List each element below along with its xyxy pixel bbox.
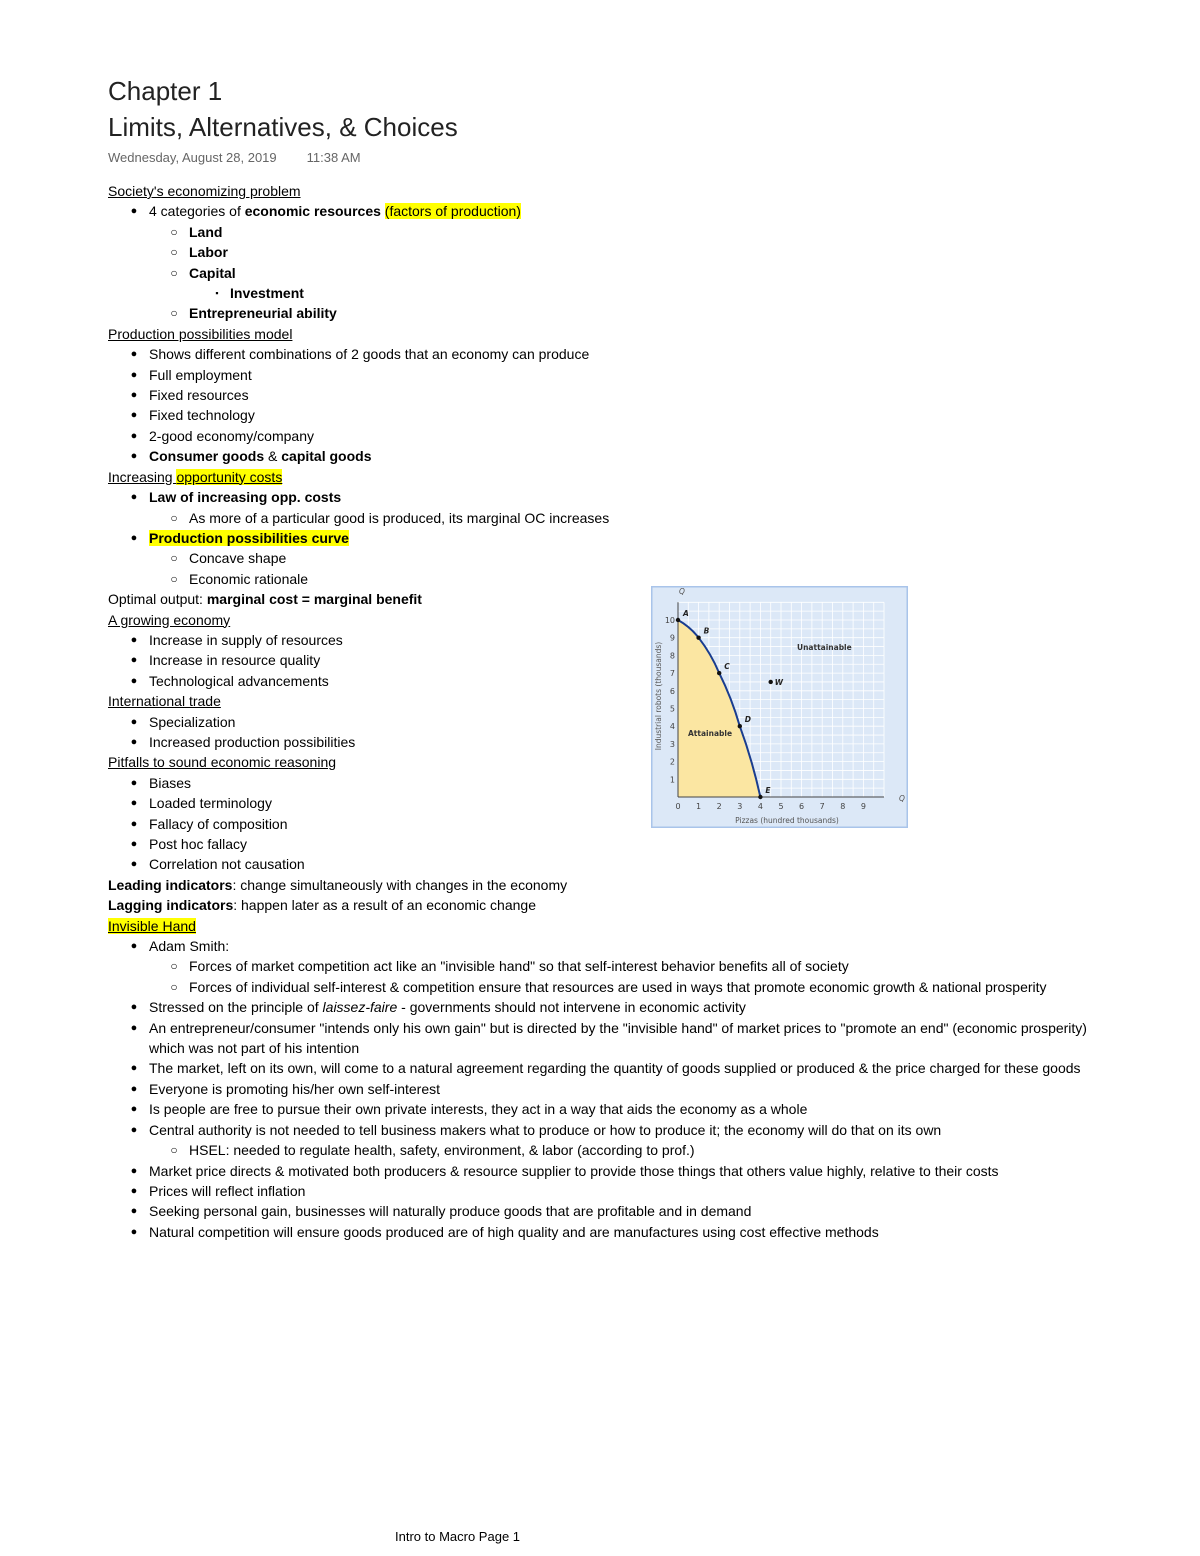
y-tick-label: 6 <box>669 686 675 696</box>
list-item: ● 4 categories of economic resources (factors of production) <box>130 203 521 220</box>
ppc-point <box>696 636 700 640</box>
list-item-continuation: which was not part of his intention <box>149 1040 360 1057</box>
y-tick-label: 4 <box>669 722 675 732</box>
y-tick-label: 2 <box>669 757 675 767</box>
note-date: Wednesday, August 28, 2019 <box>108 150 277 165</box>
section-heading: Society's economizing problem <box>108 183 301 199</box>
list-item: ● Specialization <box>130 713 236 730</box>
list-item: ○ Land <box>170 223 223 240</box>
list-item: ● Adam Smith: <box>130 938 230 955</box>
list-item: ● Biases <box>130 774 192 791</box>
y-tick-label: 8 <box>669 651 675 661</box>
list-item: ○ Concave shape <box>170 550 287 567</box>
list-item: ● An entrepreneur/consumer "intends only his own gain" but is directed by the "invisible hand" of market prices to "promote an end" (economic prosperity) <box>130 1019 1087 1036</box>
ppc-point-label: C <box>724 662 730 672</box>
list-item: ● Prices will reflect inflation <box>130 1182 306 1199</box>
ppc-point <box>758 795 762 799</box>
list-item: ● Central authority is not needed to tell business makers what to produce or how to produce it; the economy will do that on its own <box>130 1121 942 1138</box>
list-item: ● Seeking personal gain, businesses will naturally produce goods that are profitable and in demand <box>130 1203 752 1220</box>
x-axis-end-label: Q <box>899 794 905 803</box>
list-item: ○ Entrepreneurial ability <box>170 305 337 322</box>
ppc-chart <box>651 586 908 828</box>
section-heading: Production possibilities model <box>108 325 293 342</box>
ppc-point <box>676 618 680 622</box>
list-item: ● 2-good economy/company <box>130 427 314 444</box>
x-tick-label: 5 <box>778 802 784 811</box>
list-item: ● Is people are free to pursue their own private interests, they act in a way that aids the economy as a whole <box>130 1101 808 1118</box>
section-heading: Increasing opportunity costs <box>108 468 283 485</box>
ppc-point-label: A <box>683 609 689 618</box>
chapter-subtitle: Limits, Alternatives, & Choices <box>108 112 458 142</box>
list-item: ○ Labor <box>170 244 228 261</box>
x-tick-label: 3 <box>737 802 743 811</box>
list-item: ● Consumer goods & capital goods <box>130 448 372 465</box>
list-item: ● Everyone is promoting his/her own self-interest <box>130 1080 441 1097</box>
list-item: ● Production possibilities curve <box>130 529 349 546</box>
list-item: ○ As more of a particular good is produced, its marginal OC increases <box>170 509 610 526</box>
list-item: ● Full employment <box>130 366 252 383</box>
y-tick-label: 5 <box>669 704 675 714</box>
ppc-point <box>717 671 721 675</box>
list-item: ○ Forces of individual self-interest & competition ensure that resources are used in ways that promote economic growth & national prosperity <box>170 978 1047 995</box>
x-tick-label: 6 <box>799 802 805 811</box>
list-item: ○ Capital <box>170 264 236 281</box>
list-item: ● Fallacy of composition <box>130 815 288 832</box>
section-heading: A growing economy <box>108 611 231 628</box>
list-item: ○ HSEL: needed to regulate health, safety, environment, & labor (according to prof.) <box>170 1142 695 1159</box>
y-tick-label: 7 <box>669 669 675 679</box>
ppc-point <box>738 724 742 728</box>
list-item: ● Loaded terminology <box>130 795 272 812</box>
x-tick-label: 9 <box>860 802 866 811</box>
list-item: ● Stressed on the principle of laissez-faire - governments should not intervene in economic activity <box>130 999 746 1016</box>
ppc-point-label: B <box>703 626 710 636</box>
list-item: ● Post hoc fallacy <box>130 836 248 852</box>
x-tick-label: 2 <box>716 802 722 811</box>
list-item: ● Correlation not causation <box>130 856 305 873</box>
region-label-attainable: Attainable <box>688 729 733 738</box>
y-tick-label: 1 <box>669 775 675 785</box>
x-tick-label: 4 <box>757 802 763 811</box>
list-item: ● Law of increasing opp. costs <box>130 489 342 506</box>
y-tick-label: 3 <box>669 739 675 749</box>
y-tick-label: 10 <box>664 616 675 625</box>
y-axis-title: Industrial robots (thousands) <box>654 641 663 751</box>
note-time: 11:38 AM <box>306 150 361 165</box>
list-item: ● Market price directs & motivated both producers & resource supplier to provide those things that others value highly, relative to their costs <box>130 1162 999 1179</box>
list-item: ● Fixed resources <box>130 387 249 404</box>
y-axis-end-label: Q <box>679 587 685 596</box>
list-item: ● Increase in resource quality <box>130 652 321 669</box>
list-item: ▪ Investment <box>215 285 304 302</box>
list-item: ● Technological advancements <box>130 672 329 689</box>
x-tick-label: 8 <box>840 802 846 811</box>
list-item: ● Shows different combinations of 2 goods that an economy can produce <box>130 346 590 363</box>
list-item: ● Fixed technology <box>130 407 255 424</box>
region-label-unattainable: Unattainable <box>797 643 852 652</box>
list-item: ○ Forces of market competition act like an "invisible hand" so that self-interest behavior benefits all of society <box>170 958 849 975</box>
note-line: Optimal output: marginal cost = marginal benefit <box>108 591 422 608</box>
point-w-label: W <box>774 677 783 687</box>
section-heading: Pitfalls to sound economic reasoning <box>108 754 337 771</box>
list-item: ● Increased production possibilities <box>130 733 356 750</box>
ppc-point-label: D <box>744 715 752 725</box>
list-item: ● Increase in supply of resources <box>130 631 343 648</box>
x-tick-label: 7 <box>819 802 825 811</box>
list-item: ● The market, left on its own, will come to a natural agreement regarding the quantity of goods supplied or produced & the price charged for these goods <box>130 1060 1081 1077</box>
y-tick-label: 9 <box>669 633 675 643</box>
note-line: Lagging indicators: happen later as a result of an economic change <box>108 897 536 914</box>
x-tick-label: 1 <box>696 802 702 811</box>
section-heading: Invisible Hand <box>108 917 196 934</box>
x-axis-title: Pizzas (hundred thousands) <box>735 816 839 825</box>
section-heading: International trade <box>108 693 221 710</box>
list-item: ○ Economic rationale <box>170 570 309 587</box>
list-item: ● Natural competition will ensure goods produced are of high quality and are manufactures using cost effective methods <box>130 1223 879 1240</box>
note-timestamp <box>108 150 361 165</box>
x-tick-label: 0 <box>675 802 681 811</box>
page-footer: Intro to Macro Page 1 <box>395 1529 521 1544</box>
chapter-title: Chapter 1 <box>108 76 223 106</box>
point-w <box>769 680 773 684</box>
ppc-point-label: E <box>765 786 771 795</box>
note-line: Leading indicators: change simultaneously with changes in the economy <box>108 876 568 893</box>
